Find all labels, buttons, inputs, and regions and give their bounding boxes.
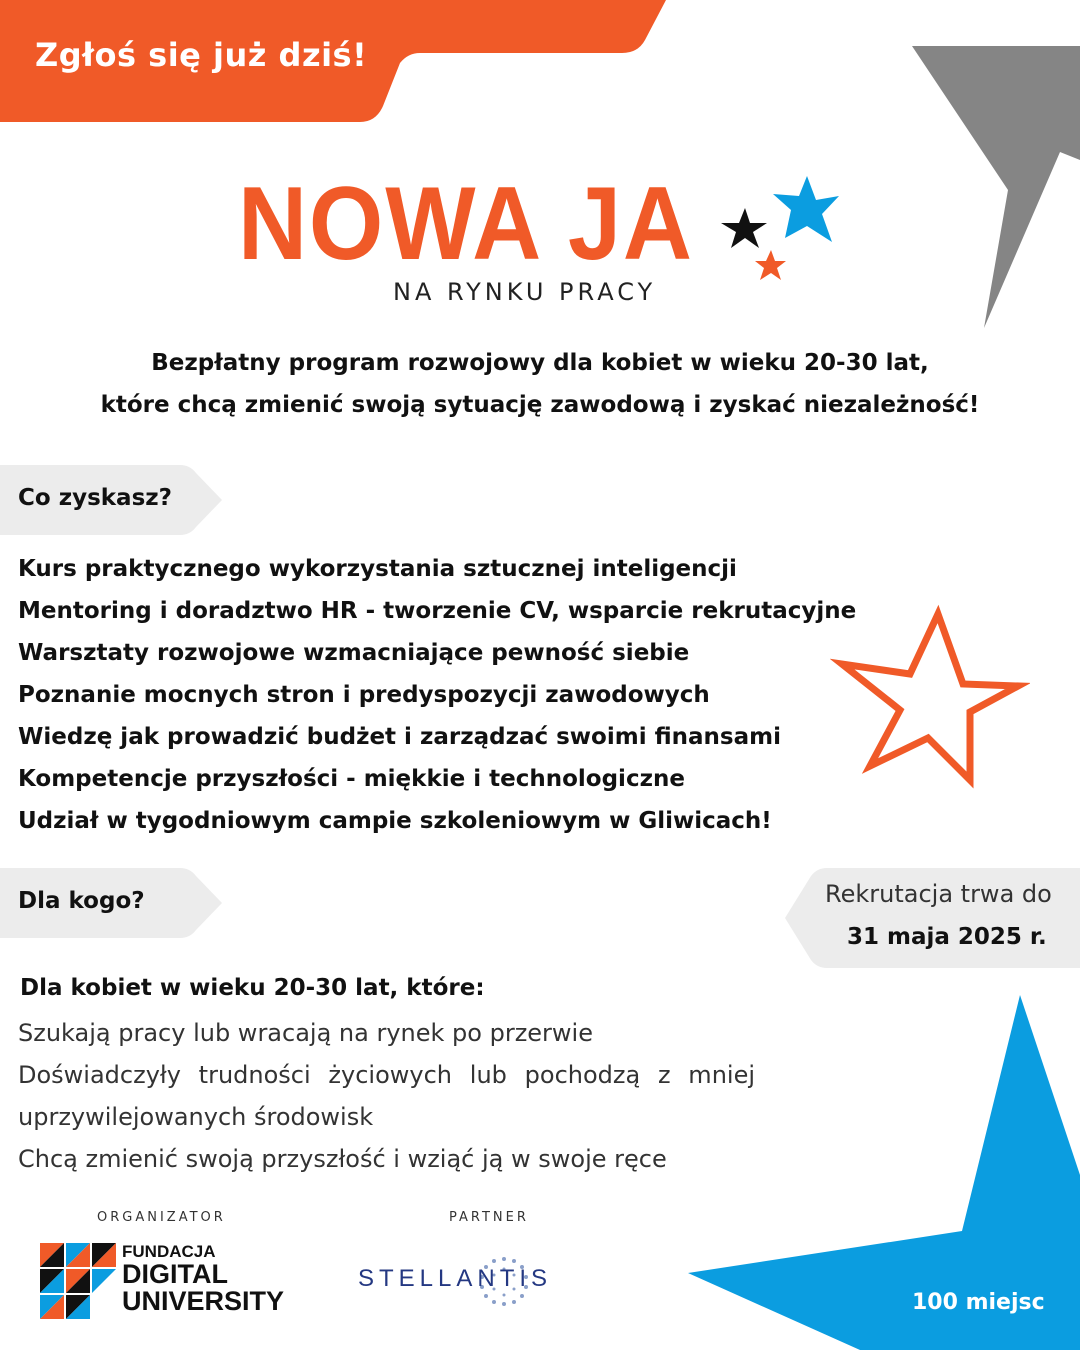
cta-banner xyxy=(0,0,680,122)
audience-list xyxy=(18,1012,755,1180)
list-item: Chcą zmienić swoją przyszłość i wziąć ją w swoje ręce xyxy=(18,1145,667,1173)
organizer-logo xyxy=(40,1242,285,1323)
orange-star-outline-icon xyxy=(830,600,1030,790)
list-item: Warsztaty rozwojowe wzmacniające pewność siebie xyxy=(18,640,690,666)
list-item: Mentoring i doradztwo HR - tworzenie CV, wsparcie rekrutacyjne xyxy=(18,598,857,624)
places-count: 100 miejsc xyxy=(912,1290,1045,1315)
benefits-list xyxy=(18,548,856,842)
partner-logo-text: STELLANTIS xyxy=(358,1265,553,1292)
audience-heading-tag xyxy=(0,868,222,938)
list-item: Doświadczyły trudności życiowych lub pochodzą z mniej uprzywilejowanych środowisk xyxy=(18,1061,755,1131)
list-item: Kurs praktycznego wykorzystania sztucznej inteligencji xyxy=(18,556,737,582)
list-item: Kompetencje przyszłości - miękkie i technologiczne xyxy=(18,766,685,792)
recruitment-deadline-box xyxy=(785,868,1080,968)
audience-intro: Dla kobiet w wieku 20-30 lat, które: xyxy=(20,975,485,1001)
intro-line-2: które chcą zmienić swoją sytuację zawodową i zyskać niezależność! xyxy=(100,392,980,418)
organizer-caption: ORGANIZATOR xyxy=(97,1210,226,1225)
cta-label: Zgłoś się już dziś! xyxy=(35,36,368,74)
organizer-logo-line1: FUNDACJA xyxy=(122,1242,216,1261)
benefits-heading: Co zyskasz? xyxy=(18,485,172,511)
recruitment-deadline: 31 maja 2025 r. xyxy=(847,924,1047,950)
organizer-logo-line3: UNIVERSITY xyxy=(122,1286,285,1316)
list-item: Szukają pracy lub wracają na rynek po przerwie xyxy=(18,1019,593,1047)
program-description xyxy=(0,342,1080,426)
digital-university-logo-icon xyxy=(40,1243,116,1319)
list-item: Udział w tygodniowym campie szkoleniowym w Gliwicach! xyxy=(18,808,772,834)
audience-heading: Dla kogo? xyxy=(18,888,145,914)
intro-line-1: Bezpłatny program rozwojowy dla kobiet w wieku 20-30 lat, xyxy=(151,350,929,376)
list-item: Wiedzę jak prowadzić budżet i zarządzać swoimi finansami xyxy=(18,724,781,750)
organizer-logo-line2: DIGITAL xyxy=(122,1259,228,1289)
recruitment-label: Rekrutacja trwa do xyxy=(825,880,1052,908)
benefits-heading-tag xyxy=(0,465,222,535)
logo-subtitle: NA RYNKU PRACY xyxy=(393,278,657,306)
gray-star-decoration xyxy=(900,40,1080,340)
partner-caption: PARTNER xyxy=(449,1210,529,1225)
list-item: Poznanie mocnych stron i predyspozycji zawodowych xyxy=(18,682,710,708)
logo-stars-icon xyxy=(715,172,845,284)
logo-title: NOWA JA xyxy=(238,166,694,282)
